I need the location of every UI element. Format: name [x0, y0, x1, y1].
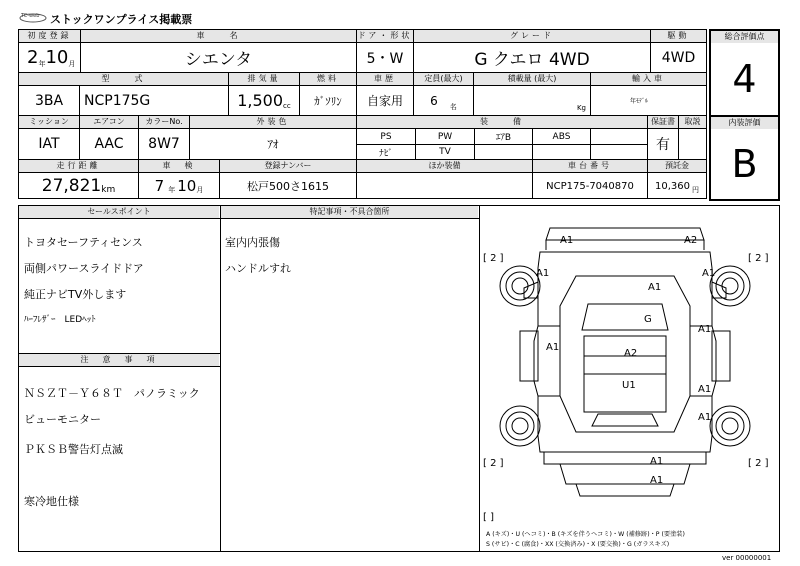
reg-year-unit: 年 [38, 59, 46, 68]
version-label: ver 00000001 [722, 554, 772, 562]
caution-line [24, 469, 218, 482]
header-door-shape: ドア・形状 [357, 31, 413, 40]
displacement [229, 86, 299, 115]
model: NCP175G [84, 92, 151, 109]
displacement-unit: cc [283, 101, 291, 110]
import-model-year: 年ﾓﾃﾞﾙ [629, 98, 648, 105]
interior-score: B [731, 142, 758, 186]
deposit-unit: 円 [692, 186, 699, 194]
aircon: AAC [94, 136, 124, 152]
caution-line: ＮＳＺＴ－Ｙ６８Ｔ パノラミック [24, 387, 200, 400]
damage-mark: A1 [536, 268, 550, 279]
spare-tire-mark: [ ] [483, 512, 494, 523]
capacity [414, 86, 473, 115]
equip-abs: ABS [552, 131, 571, 142]
damage-mark: U1 [622, 380, 636, 391]
insp-year-unit: 年 [168, 186, 176, 194]
grade: G クエロ 4WD [474, 50, 590, 70]
page-title: ストックワンプライス掲載票 [50, 13, 193, 26]
company-logo [18, 9, 48, 23]
special-notes [225, 223, 475, 288]
mileage-value: 27,821 [41, 176, 102, 196]
caution-notes [24, 374, 218, 521]
sales-point-line: ﾊｰﾌﾚｻﾞｰ LEDﾍｯﾄ [24, 315, 96, 325]
header-load: 積載量 (最大) [474, 73, 590, 85]
drive: 4WD [661, 49, 696, 66]
damage-mark: A1 [650, 456, 664, 467]
special-note-line: 室内内張傷 [225, 236, 280, 249]
header-exterior-color: 外装色 [190, 116, 356, 128]
logo-text: TC-web [21, 13, 40, 19]
caution-line: ＰＫＳＢ警告灯点滅 [24, 443, 123, 456]
sales-points-header: セールスポイント [19, 206, 219, 218]
insp-year: 7 [154, 177, 165, 195]
caution-line: ビューモニター [24, 413, 101, 426]
exterior-color: ｱｵ [267, 138, 279, 151]
load-capacity: Kg [576, 104, 586, 112]
header-first-registration: 初度登録 [19, 30, 80, 42]
header-displacement: 排気量 [229, 73, 299, 85]
sales-point-line: 純正ナビTV外します [24, 288, 127, 301]
damage-mark: A2 [684, 235, 698, 246]
damage-mark: A2 [624, 348, 638, 359]
car-name: シエンタ [184, 50, 253, 70]
deposit [648, 173, 706, 199]
mileage [19, 173, 138, 199]
equip-navi: ﾅﾋﾞ [379, 148, 393, 159]
registration-plate: 松戸500さ1615 [247, 180, 329, 193]
tire-mark: [ 2 ] [483, 458, 504, 469]
header-other-equipment: ほか装備 [357, 160, 532, 172]
header-equipment: 装 備 [357, 116, 647, 128]
logo-swoosh-icon [18, 10, 48, 24]
equip-airbag: ｴｱB [495, 133, 512, 143]
header-manual: 取説 [679, 116, 706, 128]
header-warranty: 保証書 [648, 116, 678, 128]
header-inspection: 車 検 [139, 160, 219, 172]
header-grade: グレード [414, 30, 650, 42]
chassis-number: NCP175-7040870 [546, 180, 634, 192]
sales-point-line: 両側パワースライドドア [24, 262, 144, 275]
diagram-legend: S (サビ)・C (腐食)・XX (交換済み)・X (要交換)・G (ガラスキズ) [486, 541, 670, 548]
damage-mark: A1 [546, 342, 560, 353]
tire-mark: [ 2 ] [748, 253, 769, 264]
reg-month: 10 [45, 47, 69, 68]
vehicle-history: 自家用 [366, 94, 403, 108]
damage-diagram [480, 206, 779, 551]
damage-mark: A1 [560, 235, 574, 246]
header-mission: ミッション [19, 116, 79, 128]
insp-month-unit: 月 [196, 186, 204, 194]
sales-point-line: トヨタセーフティセンス [24, 236, 143, 249]
caution-line: 寒冷地仕様 [24, 495, 79, 508]
reg-month-unit: 月 [68, 59, 76, 68]
insp-month: 10 [177, 177, 197, 195]
header-deposit: 預託金 [648, 160, 706, 172]
equip-ps: PS [380, 131, 392, 142]
fuel: ｶﾞｿﾘﾝ [314, 94, 342, 108]
equip-pw: PW [437, 131, 453, 142]
header-history: 車歴 [357, 73, 413, 85]
deposit-value: 10,360 [655, 180, 690, 192]
displacement-value: 1,500 [237, 91, 284, 110]
capacity-unit: 名 [449, 102, 457, 111]
reg-year: 2 [27, 47, 39, 68]
header-mileage: 走行距離 [19, 160, 138, 172]
model-prefix: 3BA [34, 92, 64, 109]
capacity-value: 6 [430, 93, 438, 108]
total-score: 4 [732, 57, 757, 101]
special-notes-header: 特記事項・不具合箇所 [221, 206, 478, 218]
damage-mark: A1 [650, 475, 664, 486]
manual [679, 129, 706, 159]
caution-header: 注 意 事 項 [19, 354, 219, 366]
mileage-unit: km [101, 185, 116, 195]
damage-mark: A1 [698, 384, 712, 395]
mission: IAT [38, 136, 60, 152]
damage-mark: G [644, 314, 652, 325]
inspection-date [139, 173, 219, 199]
special-note-line: ハンドルすれ [225, 262, 291, 275]
header-aircon: エアコン [80, 116, 138, 128]
warranty: 有 [656, 137, 670, 153]
sales-points [24, 223, 216, 340]
header-total-score: 総合評価点 [711, 31, 778, 43]
damage-mark: A1 [702, 268, 716, 279]
header-model: 型 式 [19, 73, 228, 85]
tire-mark: [ 2 ] [748, 458, 769, 469]
equip-tv: TV [439, 147, 451, 157]
header-plate: 登録ナンバー [220, 160, 356, 172]
damage-mark: A1 [648, 282, 662, 293]
header-car-name: 車 名 [81, 30, 356, 42]
header-color-no: カラーNo. [139, 116, 189, 128]
header-drive: 駆動 [651, 30, 706, 42]
damage-mark: A1 [698, 324, 712, 335]
header-chassis: 車台番号 [533, 160, 647, 172]
first-registration [19, 43, 80, 72]
other-equipment [357, 173, 532, 199]
header-interior-score: 内装評価 [711, 117, 778, 129]
damage-mark: A1 [698, 412, 712, 423]
door-shape: 5・W [366, 50, 404, 67]
header-fuel: 燃料 [300, 73, 356, 85]
diagram-legend: A (キズ)・U (ヘコミ)・B (キズを伴うヘコミ)・W (補修跡)・P (要塗装) [486, 531, 685, 538]
tire-mark: [ 2 ] [483, 253, 504, 264]
header-capacity: 定員(最大) [414, 73, 473, 85]
header-import: 輸入車 [591, 73, 706, 85]
color-no: 8W7 [148, 136, 180, 152]
